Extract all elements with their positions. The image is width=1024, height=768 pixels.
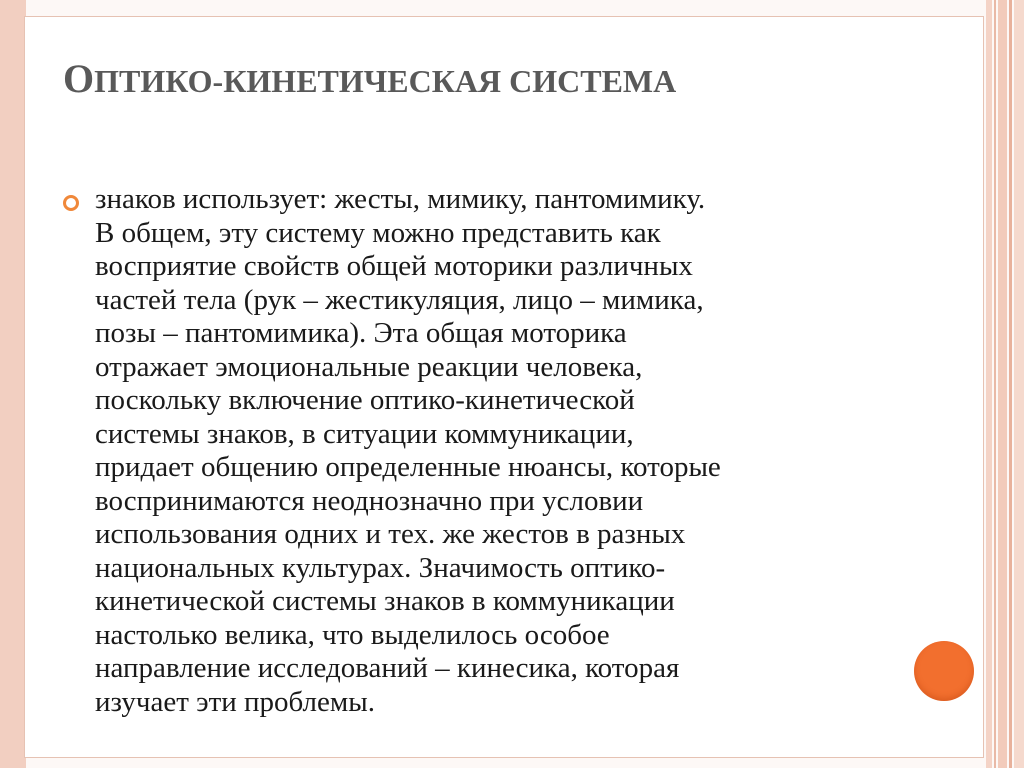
text-line: В общем, эту систему можно представить как <box>95 216 661 249</box>
text-line: национальных культурах. Значимость оптико- <box>95 551 666 584</box>
text-line: отражает эмоциональные реакции человека, <box>95 350 643 383</box>
slide-title <box>63 55 923 105</box>
bullet-circle-icon <box>63 195 79 211</box>
orange-circle-decor <box>914 641 974 701</box>
bullet-item <box>63 183 933 719</box>
text-line: воспринимаются неоднозначно при условии <box>95 484 644 517</box>
right-decor-stripe <box>986 0 992 768</box>
text-line: направление исследований – кинесика, которая <box>95 652 680 684</box>
right-decor-stripe <box>998 0 1007 768</box>
text-line: кинетической системы знаков в коммуникации <box>95 585 675 617</box>
text-line: системы знаков, в ситуации коммуникации, <box>95 417 634 450</box>
text-line: позы – пантомимика). Эта общая моторика <box>95 317 627 349</box>
text-line: изучает эти проблемы. <box>95 685 375 718</box>
slide-body <box>63 183 933 719</box>
title-first-letter: О <box>63 56 95 101</box>
text-line: знаков использует: жесты, мимику, пантомимику. <box>95 183 706 215</box>
text-line: восприятие свойств общей моторики различных <box>95 250 693 282</box>
title-rest: ПТИКО-КИНЕТИЧЕСКАЯ СИСТЕМА <box>94 63 677 99</box>
text-line: использования одних и тех. же жестов в разных <box>95 518 686 550</box>
right-decor-stripe <box>1009 0 1012 768</box>
right-decor-stripe <box>994 0 996 768</box>
text-line: настолько велика, что выделилось особое <box>95 618 610 651</box>
text-line: частей тела (рук – жестикуляция, лицо – мимика, <box>95 283 704 316</box>
text-line: поскольку включение оптико-кинетической <box>95 384 635 416</box>
left-decor-bar <box>0 0 26 768</box>
bullet-text <box>95 183 933 719</box>
text-line: придает общению определенные нюансы, которые <box>95 451 721 483</box>
right-decor-stripe <box>1014 0 1024 768</box>
